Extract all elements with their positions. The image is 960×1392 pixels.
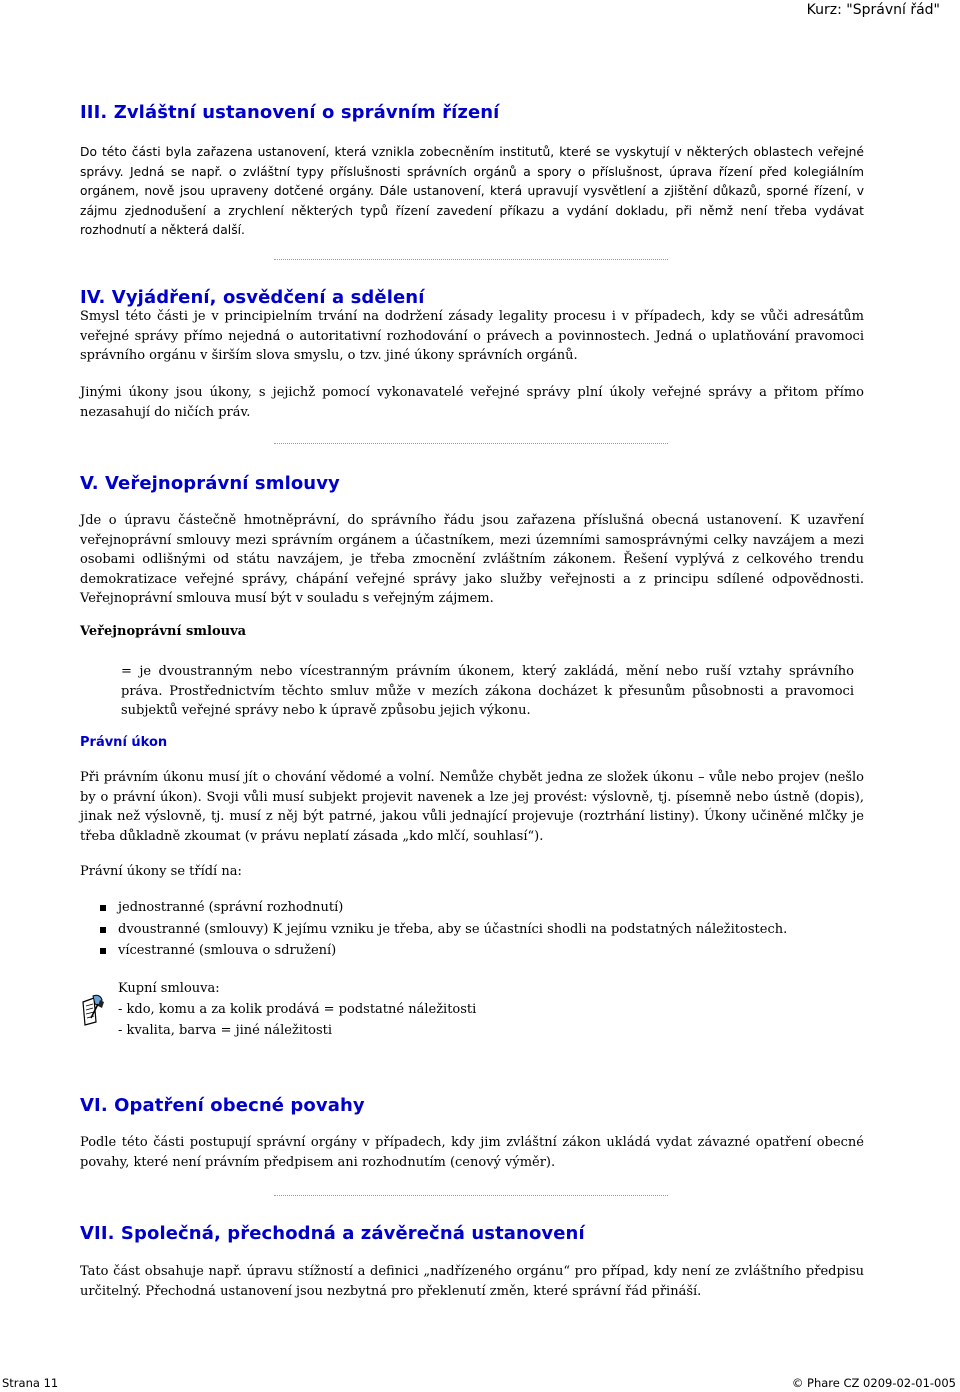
bullet-square-icon — [100, 905, 106, 911]
section-4-heading: IV. Vyjádření, osvědčení a sdělení — [80, 287, 425, 308]
section-7-heading: VII. Společná, přechodná a závěrečná ustanovení — [80, 1223, 585, 1244]
section-6-paragraph: Podle této části postupují správní orgány v případech, kdy jim zvláštní zákon ukládá vydat závazné opatření obecné povahy, které není právním předpisem ani rozhodnutím (cenový výměr). — [80, 1135, 864, 1170]
section-divider — [274, 1195, 668, 1196]
section-divider — [274, 443, 668, 444]
course-title: Kurz: "Správní řád" — [806, 2, 940, 18]
example-title: Kupní smlouva: — [118, 981, 220, 996]
section-5-paragraph-1: Jde o úpravu částečně hmotněprávní, do správního řádu jsou zařazena příslušná obecná ustanovení. K uzavření veřejnoprávní smlouvy mezi správním orgánem a účastníkem, mezi územními samosprávnými celky navzájem a mezi osobami odlišnými od státu navzájem, je třeba zmocnění zvláštním zákonem. Řešení vyplývá z celkového trendu demokratizace veřejné správy, chápání veřejné správy jako služby veřejnosti a z principu sdílené odpovědnosti. Veřejnoprávní smlouva musí být v souladu s veřejným zájmem. — [80, 513, 864, 607]
legal-act-label: Právní úkon — [80, 735, 168, 750]
section-divider — [274, 259, 668, 260]
section-5-heading: V. Veřejnoprávní smlouvy — [80, 473, 340, 494]
section-3-heading: III. Zvláštní ustanovení o správním řízení — [80, 102, 500, 123]
classification-list — [100, 897, 787, 962]
public-contract-subheading: Veřejnoprávní smlouva — [80, 624, 247, 639]
classification-intro: Právní úkony se třídí na: — [80, 864, 242, 879]
copyright-notice: © Phare CZ 0209-02-01-005 — [791, 1376, 956, 1390]
list-item: vícestranné (smlouva o sdružení) — [100, 940, 787, 962]
section-6-heading: VI. Opatření obecné povahy — [80, 1095, 365, 1116]
list-item: dvoustranné (smlouvy) K jejímu vzniku je třeba, aby se účastníci shodli na podstatných náležitostech. — [100, 919, 787, 941]
section-4-paragraph-1: Smysl této části je v principielním trvání na dodržení zásady legality procesu i v případech, kdy se vůči adresátům veřejné správy přímo nejedná o autoritativní rozhodování o právech a povinnostech. Jedná o uplatňování pravomoci správního orgánu v širším slova smyslu, o tzv. jiné úkony správních orgánů. — [80, 309, 864, 364]
section-5-paragraph-2: Při právním úkonu musí jít o chování vědomé a volní. Nemůže chybět jedna ze složek úkonu – vůle nebo projev (nešlo by o právní úkon). Svoji vůli musí subjekt projevit navenek a lze jej provést: výslovně, tj. písemně nebo ústně (dopis), jinak než výslovně, tj. musí z něj být patrné, jakou vůli jednající projevuje (roztrhání listiny). Úkony učiněné mlčky je třeba důkladně zkoumat (v právu neplatí zásada „kdo mlčí, souhlasí“). — [80, 770, 864, 844]
example-line: - kvalita, barva = jiné náležitosti — [118, 1023, 333, 1038]
writing-hand-icon — [80, 992, 106, 1028]
bullet-square-icon — [100, 948, 106, 954]
list-item: jednostranné (správní rozhodnutí) — [100, 897, 787, 919]
section-3-paragraph: Do této části byla zařazena ustanovení, která vznikla zobecněním institutů, které se vyskytují v některých oblastech veřejné správy. Jedná se např. o zvláštní typy příslušnosti správních orgánů a spory o příslušnost, úprava řízení před kolegiálním orgánem, nově jsou upraveny dotčené orgány. Dále ustanovení, která upravují vysvětlení a zjištění důkazů, sporné řízení, v zájmu zjednodušení a zrychlení některých typů řízení zavedení příkazu a vydání dokladu, při němž není třeba vydávat rozhodnutí a některá další. — [80, 145, 864, 238]
page-number: Strana 11 — [2, 1376, 59, 1390]
example-line: - kdo, komu a za kolik prodává = podstatné náležitosti — [118, 1002, 477, 1017]
example-sale-contract — [118, 978, 476, 1041]
section-7-paragraph: Tato část obsahuje např. úpravu stížností a definici „nadřízeného orgánu“ pro případ, kdy není ze zvláštního předpisu určitelný. Přechodná ustanovení jsou nezbytná pro překlenutí změn, které správní řád přináší. — [80, 1264, 864, 1299]
public-contract-definition: = je dvoustranným nebo vícestranným právním úkonem, který zakládá, mění nebo ruší vztahy správního práva. Prostřednictvím těchto smluv může v mezích zákona docházet k přesunům působnosti a pravomoci subjektů veřejné správy nebo k úpravě způsobu jejich výkonu. — [121, 664, 854, 719]
section-4-paragraph-2: Jinými úkony jsou úkony, s jejichž pomocí vykonavatelé veřejné správy plní úkoly veřejné správy a přitom přímo nezasahují do ničích práv. — [80, 385, 864, 420]
bullet-square-icon — [100, 927, 106, 933]
